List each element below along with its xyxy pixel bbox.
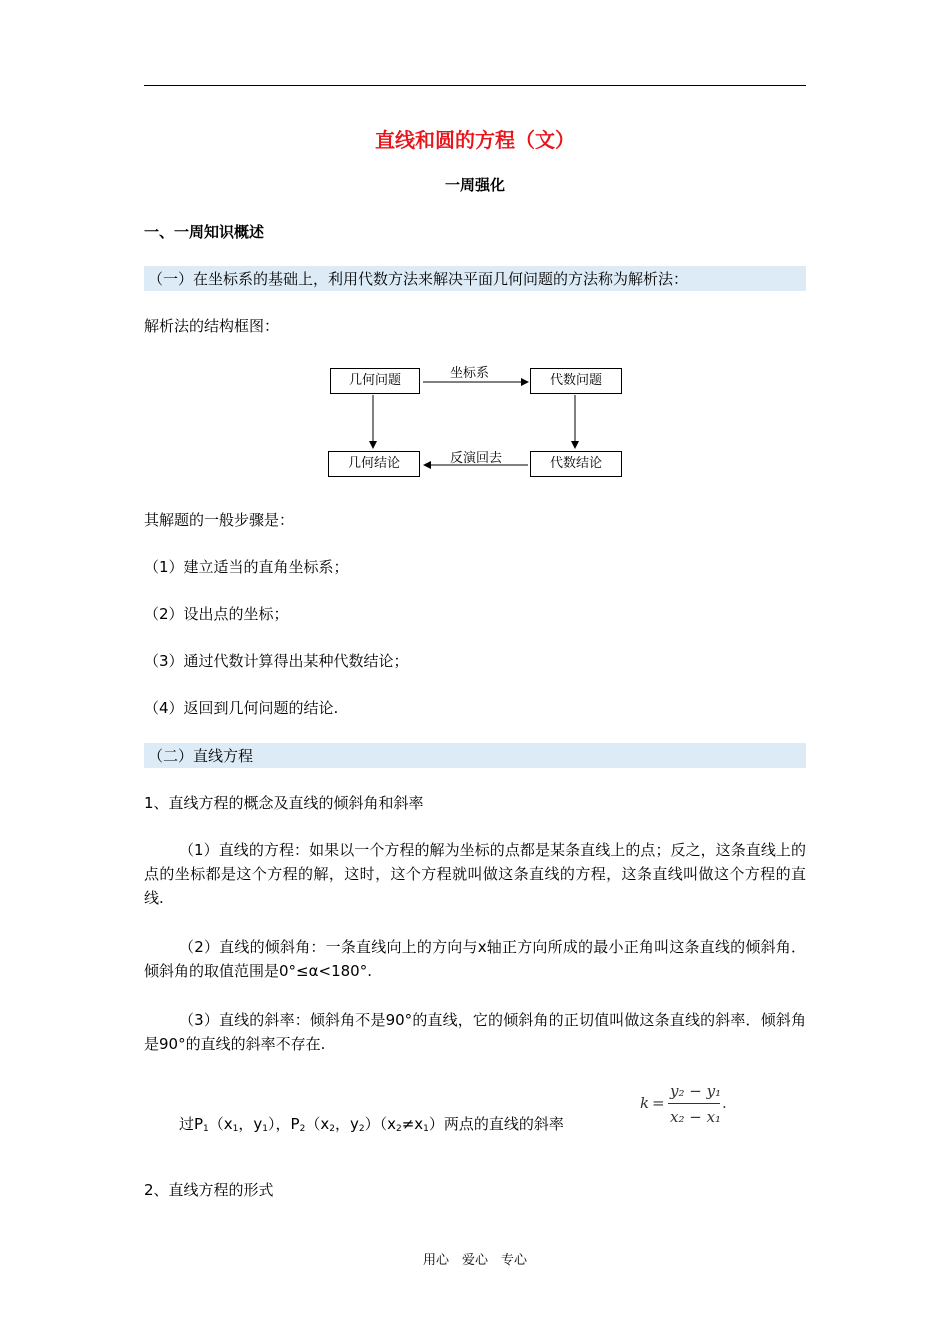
formula-denominator: x₂ − x₁ bbox=[670, 1108, 722, 1126]
structure-label: 解析法的结构框图： bbox=[144, 317, 280, 335]
formula-numerator: y₂ − y₁ bbox=[670, 1082, 722, 1100]
box-geometry-problem: 几何问题 bbox=[330, 368, 420, 394]
formula-lhs: k bbox=[640, 1094, 650, 1112]
label-coordinate-system: 坐标系 bbox=[450, 366, 490, 381]
subsection-heading: 1、直线方程的概念及直线的倾斜角和斜率 bbox=[144, 794, 424, 812]
section-heading: 一、一周知识概述 bbox=[144, 223, 265, 241]
band-text: （一）在坐标系的基础上，利用代数方法来解决平面几何问题的方法称为解析法： bbox=[148, 270, 689, 288]
formula-equals: = bbox=[652, 1094, 665, 1112]
step-item: （1）建立适当的直角坐标系； bbox=[144, 558, 349, 576]
page-footer: 用心 爱心 专心 bbox=[422, 1253, 527, 1268]
highlight-band-analytic-method bbox=[144, 266, 806, 291]
definition-paragraph: （3）直线的斜率：倾斜角不是90°的直线，它的倾斜角的正切值叫做这条直线的斜率．倾斜角是90°的直线的斜率不存在. bbox=[144, 1011, 806, 1053]
analytic-method-diagram bbox=[328, 358, 628, 483]
band-text: （二）直线方程 bbox=[148, 747, 254, 765]
step-item: （4）返回到几何问题的结论. bbox=[144, 699, 339, 717]
step-item: （2）设出点的坐标； bbox=[144, 605, 289, 623]
formula-period: . bbox=[722, 1094, 727, 1112]
box-algebra-problem: 代数问题 bbox=[530, 368, 622, 394]
box-geometry-conclusion: 几何结论 bbox=[328, 451, 420, 477]
page-subtitle: 一周强化 bbox=[444, 176, 505, 194]
slope-statement: 过$P_1(x_1$，$y_1$），$P_2(x_2$，$y_2)(x_2\ne x_1)$两点的直线的斜率 bbox=[179, 1115, 564, 1134]
box-algebra-conclusion: 代数结论 bbox=[530, 451, 622, 477]
header-rule bbox=[144, 85, 806, 86]
definition-paragraph: （2）直线的倾斜角：一条直线向上的方向与x轴正方向所成的最小正角叫这条直线的倾斜角．倾斜角的取值范围是0°≤α<180°. bbox=[144, 938, 806, 980]
step-item: （3）通过代数计算得出某种代数结论； bbox=[144, 652, 409, 670]
definition-paragraph: （1）直线的方程：如果以一个方程的解为坐标的点都是某条直线上的点；反之，这条直线上的点的坐标都是这个方程的解，这时，这个方程就叫做这条直线的方程，这条直线叫做这个方程的直线. bbox=[144, 841, 806, 907]
fraction-bar bbox=[668, 1103, 720, 1104]
label-invert-back: 反演回去 bbox=[450, 451, 503, 466]
page-title: 直线和圆的方程（文） bbox=[375, 128, 575, 152]
subsection-heading: 2、直线方程的形式 bbox=[144, 1181, 274, 1199]
highlight-band-line-equation bbox=[144, 743, 806, 768]
steps-intro: 其解题的一般步骤是： bbox=[144, 511, 295, 529]
